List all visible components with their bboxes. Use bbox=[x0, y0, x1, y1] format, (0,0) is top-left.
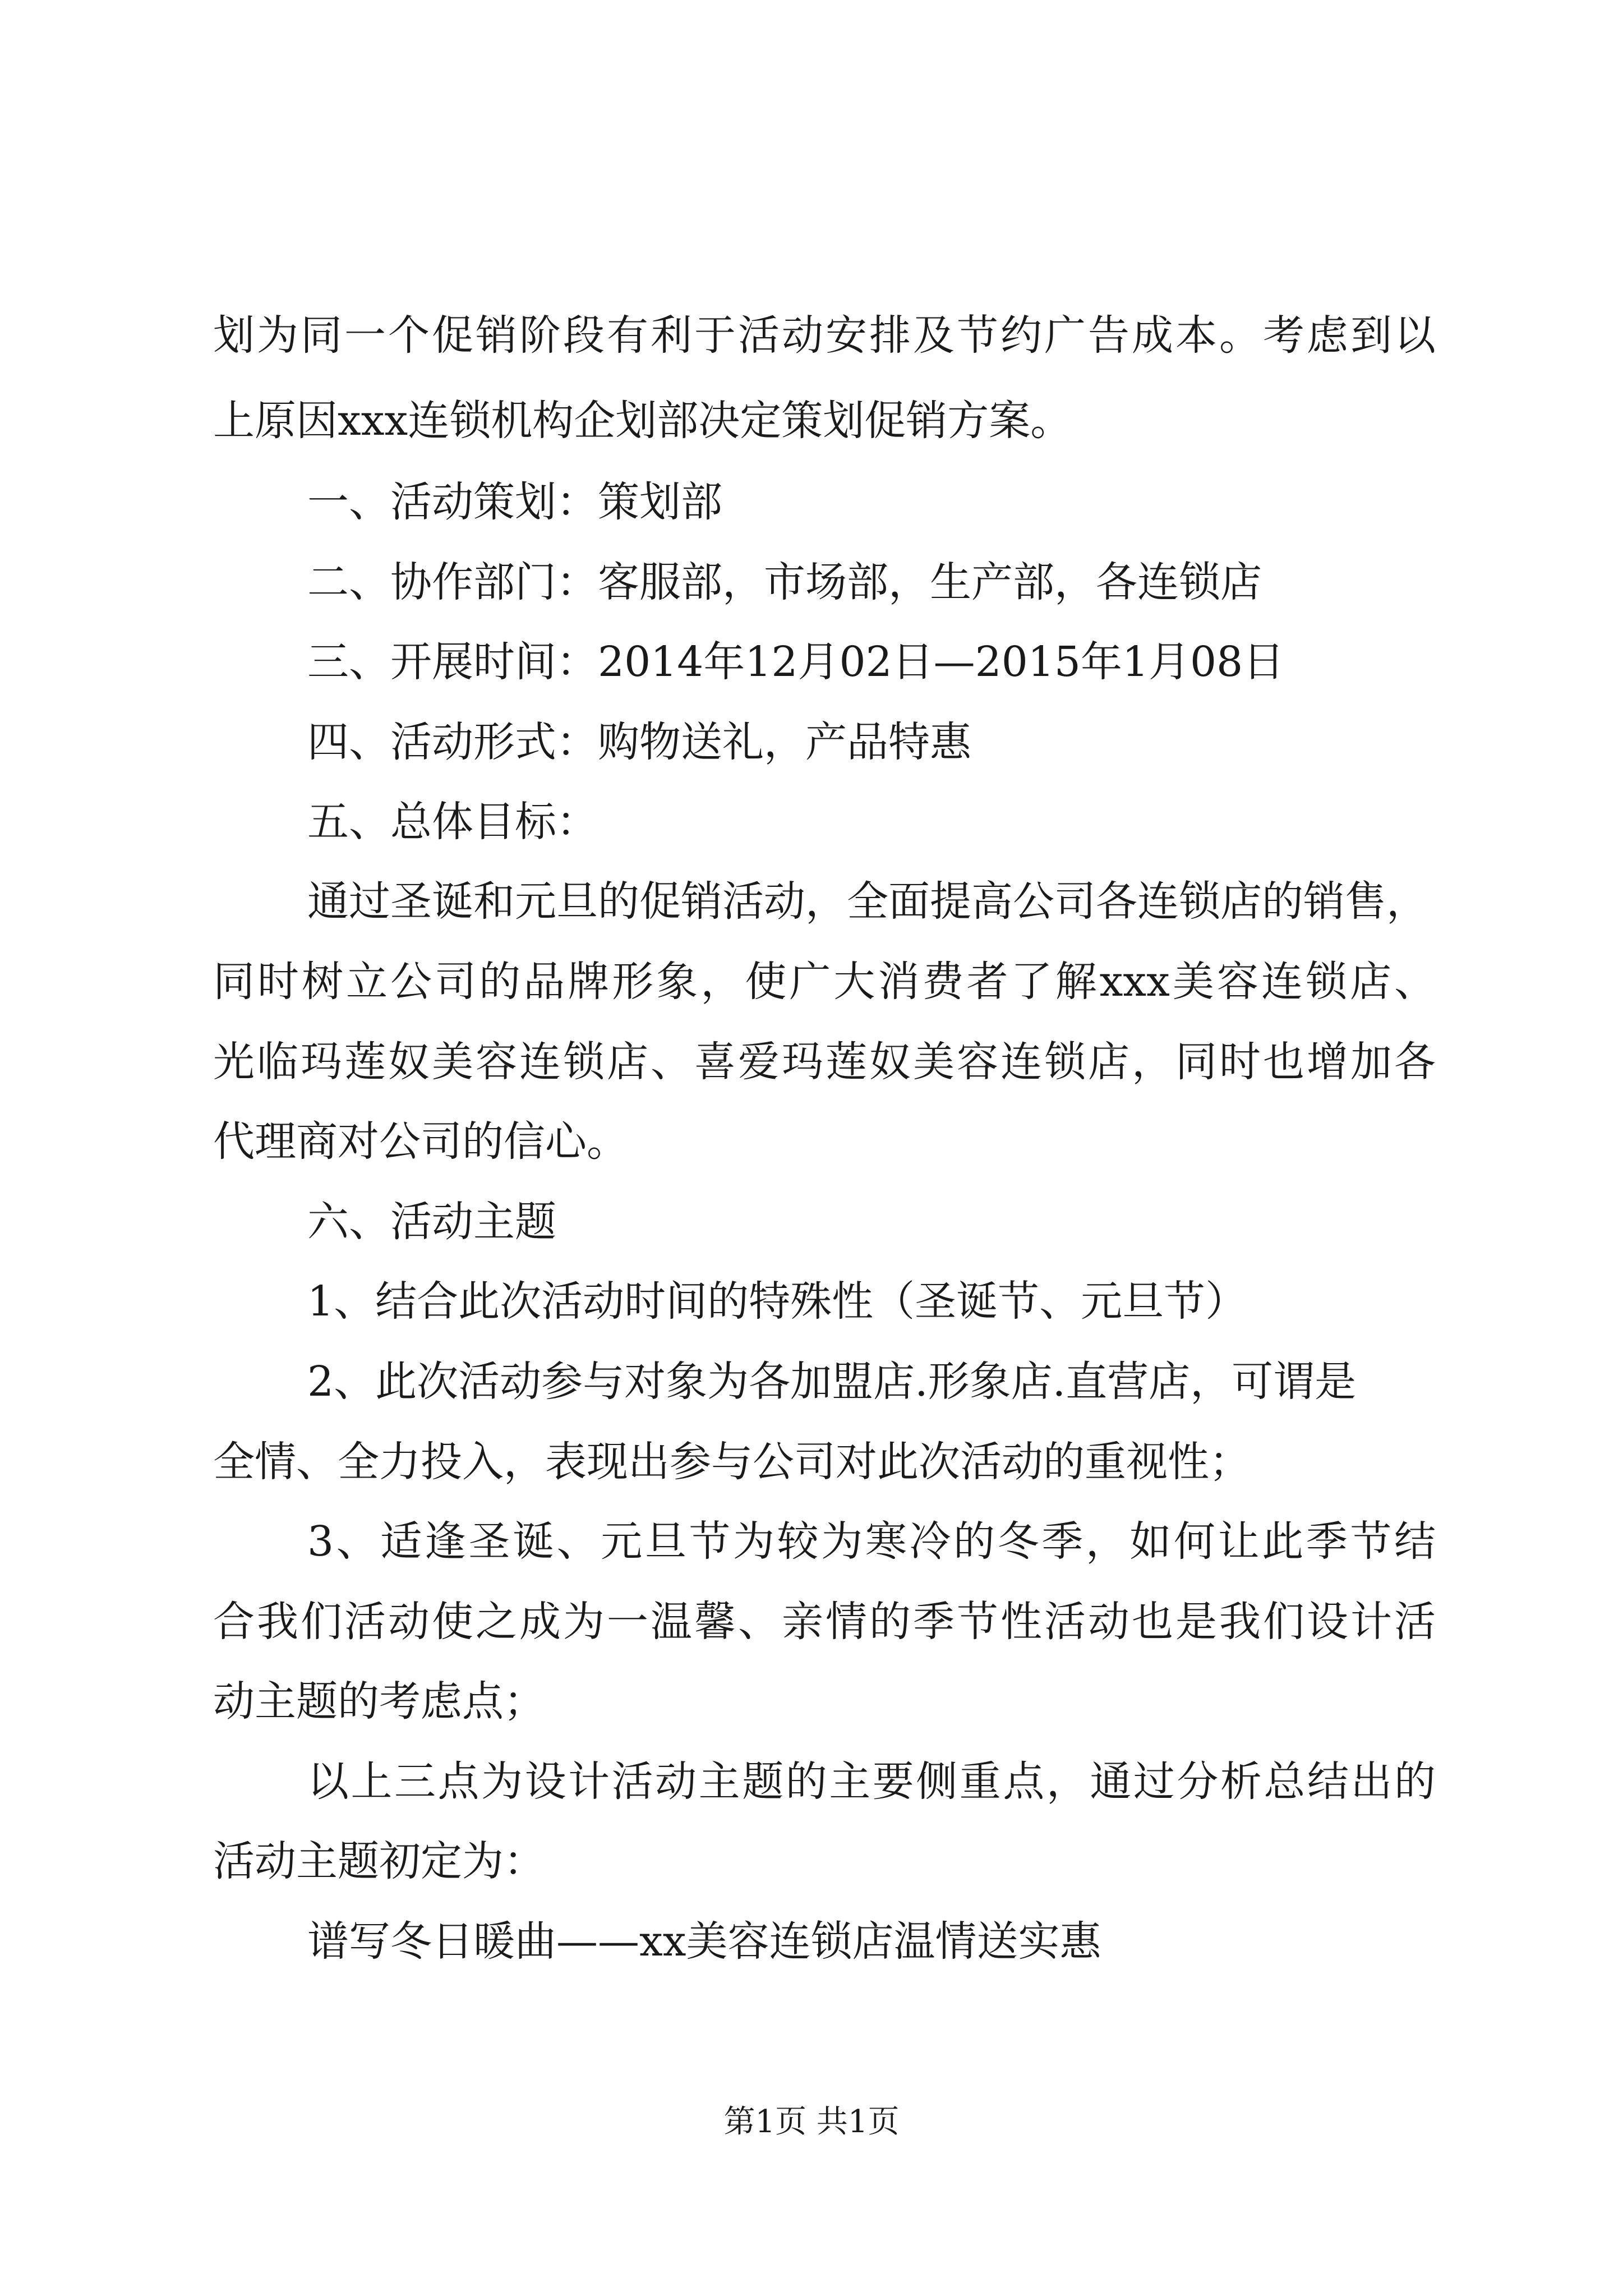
section-heading: 二、协作部门：客服部，市场部，生产部，各连锁店 bbox=[307, 558, 1262, 606]
body-text-line: 合我们活动使之成为一温馨、亲情的季节性活动也是我们设计活 bbox=[213, 1598, 1436, 1646]
body-text-line: 通过圣诞和元旦的促销活动，全面提高公司各连锁店的销售， bbox=[307, 877, 1428, 926]
list-item: 2、此次活动参与对象为各加盟店.形象店.直营店，可谓是 bbox=[307, 1358, 1357, 1406]
section-heading: 一、活动策划：策划部 bbox=[307, 478, 722, 526]
theme-text: 谱写冬日暖曲——xx美容连锁店温情送实惠 bbox=[307, 1917, 1101, 1966]
section-heading: 五、总体目标： bbox=[307, 798, 598, 846]
section-heading: 四、活动形式：购物送礼，产品特惠 bbox=[307, 718, 971, 766]
body-text-line: 以上三点为设计活动主题的主要侧重点，通过分析总结出的 bbox=[307, 1757, 1436, 1806]
section-heading: 六、活动主题 bbox=[307, 1198, 556, 1246]
body-text-line: 代理商对公司的信心。 bbox=[213, 1117, 628, 1166]
section-heading: 三、开展时间：2014年12月02日—2015年1月08日 bbox=[307, 638, 1285, 686]
body-text-line: 光临玛莲奴美容连锁店、喜爱玛莲奴美容连锁店，同时也增加各 bbox=[213, 1038, 1436, 1086]
body-text-line: 同时树立公司的品牌形象，使广大消费者了解xxx美容连锁店、 bbox=[213, 958, 1436, 1006]
body-text-line: 活动主题初定为： bbox=[213, 1837, 545, 1885]
body-text-line: 上原因xxx连锁机构企划部决定策划促销方案。 bbox=[213, 397, 1072, 445]
page-footer: 第1页 共1页 bbox=[723, 2104, 900, 2140]
body-text-line: 划为同一个促销阶段有利于活动安排及节约广告成本。考虑到以 bbox=[213, 311, 1436, 360]
list-item: 1、结合此次活动时间的特殊性（圣诞节、元旦节） bbox=[307, 1277, 1247, 1326]
list-item: 3、适逢圣诞、元旦节为较为寒冷的冬季，如何让此季节结 bbox=[307, 1517, 1436, 1566]
body-text-line: 全情、全力投入，表现出参与公司对此次活动的重视性； bbox=[213, 1438, 1251, 1486]
body-text-line: 动主题的考虑点； bbox=[213, 1677, 545, 1726]
